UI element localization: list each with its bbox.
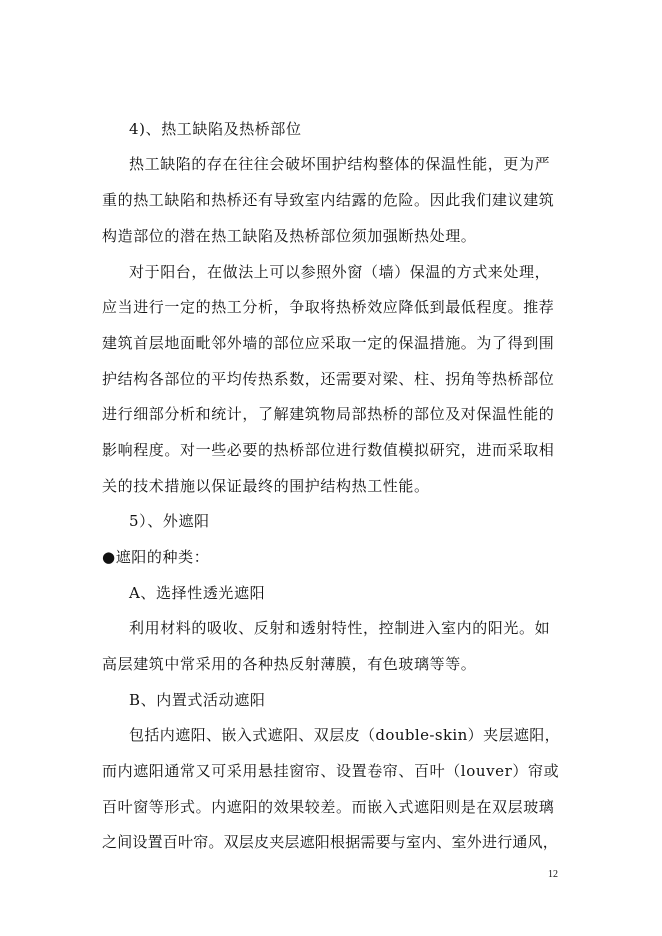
bullet-heading: ●遮阳的种类： — [102, 548, 210, 566]
paragraph-line: 构造部位的潜在热工缺陷及热桥部位须加强断热处理。 — [102, 227, 477, 245]
section-5-heading: 5）、外遮阳 — [129, 512, 210, 530]
paragraph-line: 进行细部分析和统计，了解建筑物局部热桥的部位及对保温性能的 — [102, 405, 555, 423]
item-b-title: B、内置式活动遮阳 — [129, 691, 266, 709]
paragraph-line: 对于阳台，在做法上可以参照外窗（墙）保温的方式来处理， — [129, 263, 551, 281]
paragraph-line: 护结构各部位的平均传热系数，还需要对梁、柱、拐角等热桥部位 — [102, 370, 555, 388]
paragraph-line: 百叶窗等形式。内遮阳的效果较差。而嵌入式遮阳则是在双层玻璃 — [102, 798, 555, 816]
paragraph-line: 利用材料的吸收、反射和透射特性，控制进入室内的阳光。如 — [129, 619, 551, 637]
paragraph-line: 而内遮阳通常又可采用悬挂窗帘、设置卷帘、百叶（louver）帘或 — [102, 762, 560, 780]
paragraph-line: 重的热工缺陷和热桥还有导致室内结露的危险。因此我们建议建筑 — [102, 191, 555, 209]
paragraph-line: 影响程度。对一些必要的热桥部位进行数值模拟研究，进而采取相 — [102, 441, 555, 459]
paragraph-line: 之间设置百叶帘。双层皮夹层遮阳根据需要与室内、室外进行通风， — [102, 833, 559, 851]
item-a-title: A、选择性透光遮阳 — [129, 584, 266, 602]
paragraph-line: 关的技术措施以保证最终的围护结构热工性能。 — [102, 477, 430, 495]
paragraph-line: 建筑首层地面毗邻外墙的部位应采取一定的保温措施。为了得到围 — [102, 334, 555, 352]
paragraph-line: 高层建筑中常采用的各种热反射薄膜，有色玻璃等等。 — [102, 655, 477, 673]
paragraph-line: 包括内遮阳、嵌入式遮阳、双层皮（double-skin）夹层遮阳， — [129, 726, 561, 744]
page-number: 12 — [548, 869, 558, 880]
section-4-heading: 4)、热工缺陷及热桥部位 — [129, 120, 302, 138]
paragraph-line: 应当进行一定的热工分析，争取将热桥效应降低到最低程度。推荐 — [102, 298, 555, 316]
paragraph-line: 热工缺陷的存在往往会破坏围护结构整体的保温性能，更为严 — [129, 155, 551, 173]
